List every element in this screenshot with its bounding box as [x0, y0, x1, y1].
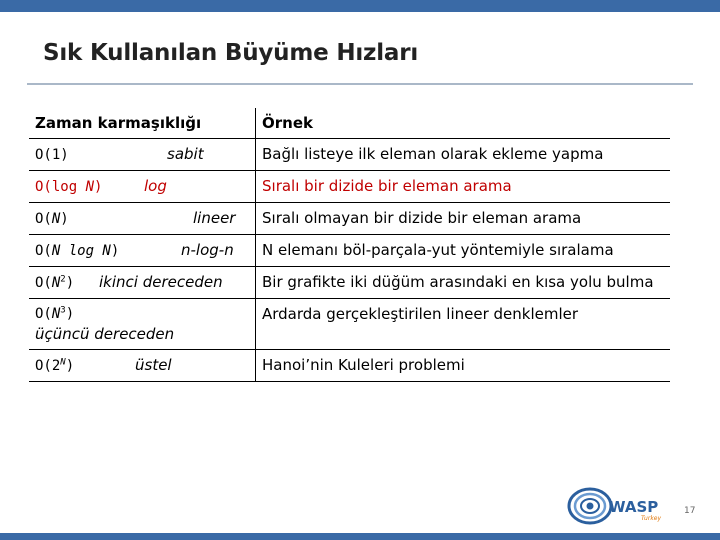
header-complexity: Zaman karmaşıklığı [29, 108, 256, 139]
page-number: 17 [684, 506, 696, 516]
growth-label: ikinci dereceden [99, 273, 223, 291]
complexity-cell [29, 299, 256, 350]
example-cell: Sıralı bir dizide bir eleman arama [256, 171, 671, 203]
complexity-cell [29, 203, 256, 235]
complexity-notation: $O(N^2)$ [35, 274, 75, 291]
complexity-table [29, 108, 670, 382]
table-row [29, 267, 670, 299]
example-cell: N elemanı böl-parçala-yut yöntemiyle sıralama [256, 235, 671, 267]
complexity-cell [29, 267, 256, 299]
table-header-row [29, 108, 670, 139]
complexity-notation: O(log N) [35, 179, 103, 195]
table-row [29, 235, 670, 267]
complexity-cell [29, 350, 256, 382]
growth-label: n-log-n [181, 241, 234, 259]
owasp-logo [566, 484, 676, 528]
complexity-notation: $O(N^3)$ [35, 305, 75, 322]
table-row [29, 139, 670, 171]
growth-label: üstel [135, 356, 172, 374]
growth-label: lineer [193, 209, 236, 227]
slide-title: Sık Kullanılan Büyüme Hızları [43, 40, 419, 66]
growth-label: log [144, 177, 167, 195]
complexity-notation: O(1) [35, 147, 69, 163]
example-cell: Bağlı listeye ilk eleman olarak ekleme yapma [256, 139, 671, 171]
complexity-notation: O(N log N) [35, 243, 120, 259]
table-row [29, 350, 670, 382]
example-cell: Sıralı olmayan bir dizide bir eleman arama [256, 203, 671, 235]
header-example: Örnek [256, 108, 671, 139]
owasp-swirl-icon [569, 489, 611, 523]
table-row [29, 171, 670, 203]
growth-label: üçüncü dereceden [35, 325, 175, 343]
complexity-notation: $O(2^N)$ [35, 357, 75, 374]
complexity-cell [29, 171, 256, 203]
owasp-logo-subtext: Turkey [641, 515, 662, 522]
complexity-notation: O(N) [35, 211, 69, 227]
example-cell: Hanoi’nin Kuleleri problemi [256, 350, 671, 382]
top-accent-bar [0, 0, 720, 12]
title-divider [27, 83, 693, 85]
bottom-accent-bar [0, 533, 720, 540]
growth-label: sabit [167, 145, 204, 163]
owasp-logo-text: WASP [609, 498, 659, 516]
example-cell: Bir grafikte iki düğüm arasındaki en kısa yolu bulma [256, 267, 671, 299]
complexity-cell [29, 235, 256, 267]
complexity-cell [29, 139, 256, 171]
table-row [29, 299, 670, 350]
example-cell: Ardarda gerçekleştirilen lineer denklemler [256, 299, 671, 350]
table-row [29, 203, 670, 235]
